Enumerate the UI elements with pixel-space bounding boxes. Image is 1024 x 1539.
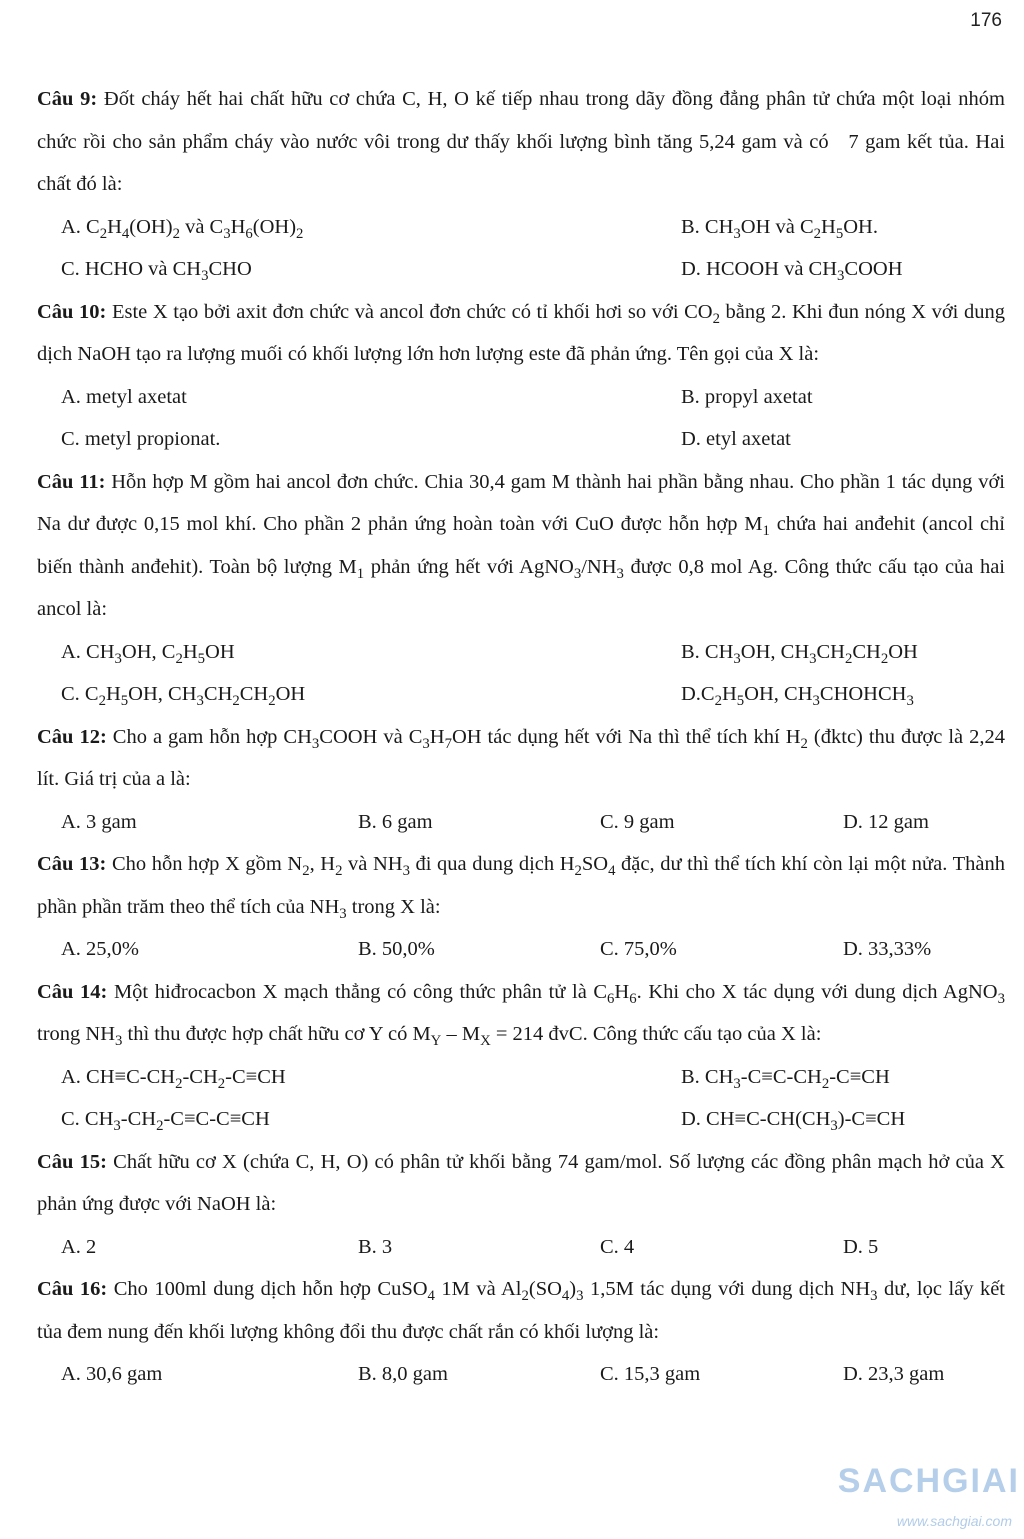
question-number: Câu 9: — [37, 88, 98, 110]
answer-option: C. 75,0% — [600, 938, 677, 960]
answer-option: D. $CH\equiv C-CH(CH_3)-C\equiv CH$ — [681, 1108, 906, 1135]
question-block — [37, 716, 1005, 844]
answer-option: D. etyl axetat — [681, 428, 791, 450]
answer-option: A. $CH_3OH$, $C_2H_5OH$ — [61, 640, 235, 667]
question-text — [37, 843, 1005, 928]
answer-option: A. $CH\equiv C-CH_2-CH_2-C\equiv CH$ — [61, 1065, 286, 1092]
answer-option: B. propyl axetat — [681, 385, 813, 408]
answer-option: D. HCOOH và $CH_3COOH$ — [681, 258, 903, 285]
answer-option: B. 6 gam — [358, 810, 433, 833]
answer-row — [37, 1353, 1005, 1396]
answer-option: A. 30,6 gam — [61, 1363, 163, 1385]
answer-row — [37, 673, 1005, 716]
question-body: Một hiđrocacbon X mạch thẳng có công thức phân tử là $C_6H_6$. Khi cho X tác dụng với dung dịch AgNO$_3$ trong $NH_3$ thì thu được hợp chất hữu cơ Y có $M_Y - M_X = 214$ đvC. Công thức cấu tạo của X là: — [37, 980, 1005, 1050]
answer-row — [37, 1098, 1005, 1141]
answer-row — [37, 376, 1005, 419]
question-block — [37, 461, 1005, 716]
answer-option: A. metyl axetat — [61, 385, 187, 408]
question-body: Cho hỗn hợp X gồm $N_2$, $H_2$ và $NH_3$ đi qua dung dịch $H_2SO_4$ đặc, dư thì thể tích khí còn lại một nửa. Thành phần phần trăm theo thể tích của $NH_3$ trong X là: — [37, 853, 1005, 922]
answer-row — [37, 631, 1005, 674]
answer-option: B. $CH_3OH$, $CH_3CH_2CH_2OH$ — [681, 640, 918, 667]
answer-option: D. 5 — [843, 1235, 879, 1258]
question-block — [37, 843, 1005, 971]
answer-row — [37, 418, 1005, 461]
answer-row — [37, 801, 1005, 844]
answer-option: C. $C_2H_5OH$, $CH_3CH_2CH_2OH$ — [61, 683, 306, 710]
question-number: Câu 14: — [37, 980, 108, 1003]
question-text — [37, 1268, 1005, 1353]
watermark-url: www.sachgiai.com — [896, 1513, 1012, 1529]
watermark-brand: SACHGIAI — [837, 1462, 1020, 1500]
answer-row — [37, 248, 1005, 291]
answer-option: A. 3 gam — [61, 810, 137, 833]
question-block — [37, 1141, 1005, 1269]
question-text — [37, 291, 1005, 376]
answer-option: A. 25,0% — [61, 938, 140, 960]
question-number: Câu 12: — [37, 725, 107, 748]
answer-row — [37, 1226, 1005, 1269]
page-number: 176 — [970, 10, 1002, 31]
answer-option: C. 9 gam — [600, 810, 675, 833]
answer-option: D. 23,3 gam — [843, 1363, 945, 1385]
question-body: Chất hữu cơ X (chứa C, H, O) có phân tử khối bằng 74 gam/mol. Số lượng các đồng phân mạch hở của X phản ứng được với NaOH là: — [37, 1150, 1005, 1215]
answer-option: A. $C_2H_4(OH)_2$ và $C_3H_6(OH)_2$ — [61, 215, 304, 242]
question-text — [37, 716, 1005, 801]
answer-option: B. 50,0% — [358, 938, 435, 960]
answer-row — [37, 206, 1005, 249]
question-list — [37, 78, 1005, 1396]
question-text — [37, 971, 1005, 1056]
answer-option: $D.C_2H_5OH$, $CH_3CHOHCH_3$ — [681, 683, 914, 710]
question-text — [37, 78, 1005, 206]
answer-option: B. 3 — [358, 1235, 393, 1258]
question-number: Câu 15: — [37, 1150, 107, 1173]
question-body: Hỗn hợp M gồm hai ancol đơn chức. Chia 30,4 gam M thành hai phần bằng nhau. Cho phần 1 tác dụng với Na dư được 0,15 mol khí. Cho phần 2 phản ứng hoàn toàn với CuO được hỗn hợp $M_1$ chứa hai anđehit (ancol chỉ biến thành anđehit). Toàn bộ lượng $M_1$ phản ứng hết với $AgNO_3/NH_3$ được 0,8 mol Ag. Công thức cấu tạo của hai ancol là: — [37, 470, 1006, 620]
question-body: Cho a gam hỗn hợp $CH_3COOH$ và $C_3H_7OH$ tác dụng hết với Na thì thể tích khí $H_2$ (đktc) thu được là 2,24 lít. Giá trị của a là: — [37, 725, 1006, 790]
answer-option: B. $CH_3OH$ và $C_2H_5OH$. — [681, 215, 878, 242]
answer-option: D. 33,33% — [843, 938, 932, 960]
answer-option: C. 15,3 gam — [600, 1363, 701, 1385]
answer-option: B. 8,0 gam — [358, 1363, 448, 1385]
question-block — [37, 291, 1005, 461]
answer-row — [37, 928, 1005, 971]
question-block — [37, 78, 1005, 291]
question-block — [37, 971, 1005, 1141]
watermark — [800, 1445, 1020, 1535]
question-body: Este X tạo bởi axit đơn chức và ancol đơn chức có tỉ khối hơi so với $CO_2$ bằng 2. Khi đun nóng X với dung dịch NaOH tạo ra lượng muối có khối lượng lớn hơn lượng este đã phản ứng. Tên gọi của X là: — [37, 300, 1005, 365]
answer-option: C. metyl propionat. — [61, 428, 221, 450]
question-text — [37, 1141, 1005, 1226]
question-number: Câu 13: — [37, 853, 107, 875]
answer-option: C. $CH_3-CH_2-C\equiv C-C\equiv CH$ — [61, 1108, 270, 1135]
answer-option: B. $CH_3-C\equiv C-CH_2-C\equiv CH$ — [681, 1065, 890, 1092]
question-number: Câu 16: — [37, 1278, 108, 1300]
answer-option: D. 12 gam — [843, 810, 929, 833]
question-text — [37, 461, 1005, 631]
question-number: Câu 11: — [37, 470, 106, 493]
question-number: Câu 10: — [37, 300, 107, 323]
question-block — [37, 1268, 1005, 1396]
answer-row — [37, 1056, 1005, 1099]
question-body: Cho 100ml dung dịch hỗn hợp CuSO$_4$ 1M và $Al_2(SO_4)_3$ 1,5M tác dụng với dung dịch $NH_3$ dư, lọc lấy kết tủa đem nung đến khối lượng không đổi thu được chất rắn có khối lượng là: — [37, 1278, 1005, 1343]
answer-option: A. 2 — [61, 1235, 97, 1258]
question-body: Đốt cháy hết hai chất hữu cơ chứa C, H, O kế tiếp nhau trong dãy đồng đẳng phân tử chứa một loại nhóm chức rồi cho sản phẩm cháy vào nước vôi trong dư thấy khối lượng bình tăng 5,24 gam và có 7 gam kết tủa. Hai chất đó là: — [37, 88, 1005, 195]
answer-option: C. HCHO và $CH_3CHO$ — [61, 258, 252, 285]
answer-option: C. 4 — [600, 1235, 635, 1258]
